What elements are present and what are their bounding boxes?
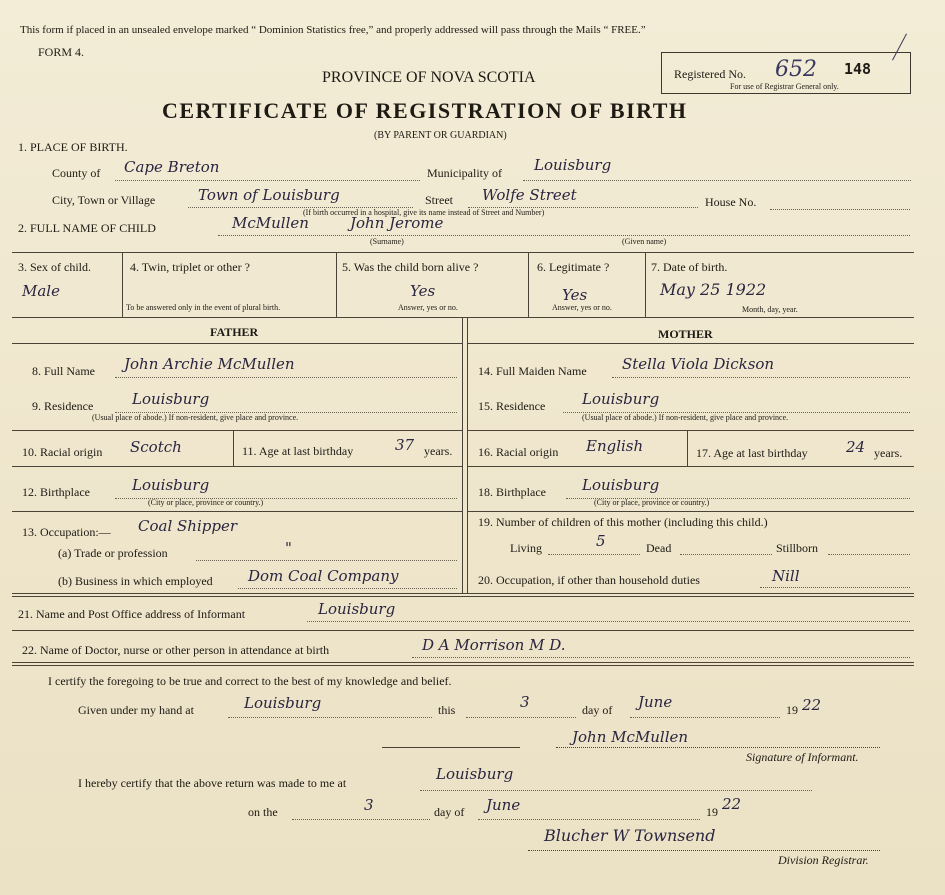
trade-value: ": [285, 539, 292, 557]
mother-birthplace-value: Louisburg: [582, 476, 660, 494]
registrar-signature-label: Division Registrar.: [778, 853, 869, 867]
mother-age-value: 24: [846, 438, 866, 456]
registrar-year: 22: [722, 795, 742, 813]
father-residence-label: 9. Residence: [32, 399, 94, 413]
living-label: Living: [510, 541, 542, 555]
registrar-day: 3: [364, 796, 374, 814]
certificate-subtitle: (BY PARENT OR GUARDIAN): [374, 130, 507, 141]
stillborn-label: Stillborn: [776, 541, 819, 555]
registrar-day-of-label: day of: [434, 805, 465, 819]
city-value: Town of Louisburg: [198, 186, 340, 204]
mother-name-value: Stella Viola Dickson: [622, 355, 775, 373]
street-value: Wolfe Street: [482, 186, 577, 204]
on-the-label: on the: [248, 805, 278, 819]
informant-signature: John McMullen: [572, 728, 689, 746]
registrar-year-prefix: 19: [706, 805, 718, 819]
mother-occupation-label: 20. Occupation, if other than household duties: [478, 573, 700, 587]
doctor-value: D A Morrison M D.: [422, 636, 566, 654]
given-year-prefix: 19: [786, 703, 798, 717]
postal-note: This form if placed in an unsealed envelope marked “ Dominion Statistics free,” and properly addressed will pass through the Mails “ FREE.”: [20, 24, 646, 36]
sex-label: 3. Sex of child.: [18, 260, 91, 274]
alive-note: Answer, yes or no.: [398, 303, 458, 312]
county-value: Cape Breton: [124, 158, 220, 176]
registered-note: For use of Registrar General only.: [730, 82, 839, 91]
birthdate-label: 7. Date of birth.: [651, 260, 728, 274]
municipality-value: Louisburg: [534, 156, 612, 174]
children-label: 19. Number of children of this mother (including this child.): [478, 515, 768, 529]
child-surname: McMullen: [232, 214, 309, 232]
father-heading: FATHER: [210, 325, 259, 339]
father-occupation-label: 13. Occupation:—: [22, 525, 111, 539]
mother-residence-label: 15. Residence: [478, 399, 546, 413]
given-day: 3: [520, 693, 530, 711]
registered-number: 652: [775, 57, 817, 82]
surname-note: (Surname): [370, 237, 404, 246]
alive-label: 5. Was the child born alive ?: [342, 260, 479, 274]
certify-statement: I certify the foregoing to be true and correct to the best of my knowledge and belief.: [48, 674, 452, 688]
mother-birthplace-label: 18. Birthplace: [478, 485, 546, 499]
mother-heading: MOTHER: [658, 327, 713, 341]
form-number: FORM 4.: [38, 45, 85, 59]
informant-value: Louisburg: [318, 600, 396, 618]
father-race-label: 10. Racial origin: [22, 445, 103, 459]
registrar-signature: Blucher W Townsend: [544, 826, 716, 845]
living-value: 5: [596, 532, 606, 550]
child-given-name: John Jerome: [350, 214, 444, 232]
father-birthplace-value: Louisburg: [132, 476, 210, 494]
father-age-label: 11. Age at last birthday: [242, 444, 354, 458]
county-label: County of: [52, 166, 101, 180]
legitimate-label: 6. Legitimate ?: [537, 260, 610, 274]
father-occupation-value: Coal Shipper: [138, 517, 238, 535]
twin-note: To be answered only in the event of plural birth.: [126, 303, 281, 312]
municipality-label: Municipality of: [427, 166, 502, 180]
informant-signature-label: Signature of Informant.: [746, 750, 859, 764]
father-residence-note: (Usual place of abode.) If non-resident, give place and province.: [92, 413, 299, 422]
father-birthplace-label: 12. Birthplace: [22, 485, 90, 499]
registered-stamp: 148: [844, 60, 872, 78]
doctor-label: 22. Name of Doctor, nurse or other person in attendance at birth: [22, 643, 330, 657]
father-residence-value: Louisburg: [132, 390, 210, 408]
mother-age-unit: years.: [874, 446, 903, 460]
business-value: Dom Coal Company: [248, 567, 399, 585]
given-name-note: (Given name): [622, 237, 667, 246]
registrar-place: Louisburg: [436, 765, 514, 783]
twin-label: 4. Twin, triplet or other ?: [130, 260, 250, 274]
this-label: this: [438, 703, 456, 717]
given-year: 22: [802, 696, 822, 714]
mother-birthplace-note: (City or place, province or country.): [594, 498, 710, 507]
street-label: Street: [425, 193, 453, 207]
father-birthplace-note: (City or place, province or country.): [148, 498, 264, 507]
certificate-title: CERTIFICATE OF REGISTRATION OF BIRTH: [162, 98, 688, 123]
mother-name-label: 14. Full Maiden Name: [478, 364, 587, 378]
legitimate-value: Yes: [562, 286, 588, 304]
father-age-value: 37: [395, 436, 415, 454]
mother-residence-value: Louisburg: [582, 390, 660, 408]
mother-age-label: 17. Age at last birthday: [696, 446, 808, 460]
street-note: (If birth occurred in a hospital, give its name instead of Street and Number): [303, 208, 545, 217]
dead-label: Dead: [646, 541, 672, 555]
alive-value: Yes: [410, 282, 436, 300]
informant-label: 21. Name and Post Office address of Informant: [18, 607, 246, 621]
city-label: City, Town or Village: [52, 193, 156, 207]
father-race-value: Scotch: [130, 438, 182, 456]
house-label: House No.: [705, 195, 757, 209]
father-age-unit: years.: [424, 444, 453, 458]
place-heading: 1. PLACE OF BIRTH.: [18, 140, 128, 154]
mother-race-label: 16. Racial origin: [478, 445, 559, 459]
day-of-label: day of: [582, 703, 613, 717]
legitimate-note: Answer, yes or no.: [552, 303, 612, 312]
mother-residence-note: (Usual place of abode.) If non-resident, give place and province.: [582, 413, 789, 422]
given-label: Given under my hand at: [78, 703, 194, 717]
mother-occupation-value: Nill: [772, 567, 800, 585]
father-name-label: 8. Full Name: [32, 364, 95, 378]
birthdate-note: Month, day, year.: [742, 305, 798, 314]
trade-label: (a) Trade or profession: [58, 546, 168, 560]
registrar-month: June: [486, 796, 521, 814]
sex-value: Male: [22, 282, 60, 300]
registered-label: Registered No.: [674, 67, 746, 81]
registrar-statement: I hereby certify that the above return was made to me at: [78, 776, 347, 790]
mother-race-value: English: [586, 437, 644, 455]
business-label: (b) Business in which employed: [58, 574, 213, 588]
birthdate-value: May 25 1922: [660, 280, 767, 299]
given-month: June: [638, 693, 673, 711]
father-name-value: John Archie McMullen: [124, 355, 295, 373]
child-name-label: 2. FULL NAME OF CHILD: [18, 221, 156, 235]
province-title: PROVINCE OF NOVA SCOTIA: [322, 69, 536, 86]
given-place: Louisburg: [244, 694, 322, 712]
